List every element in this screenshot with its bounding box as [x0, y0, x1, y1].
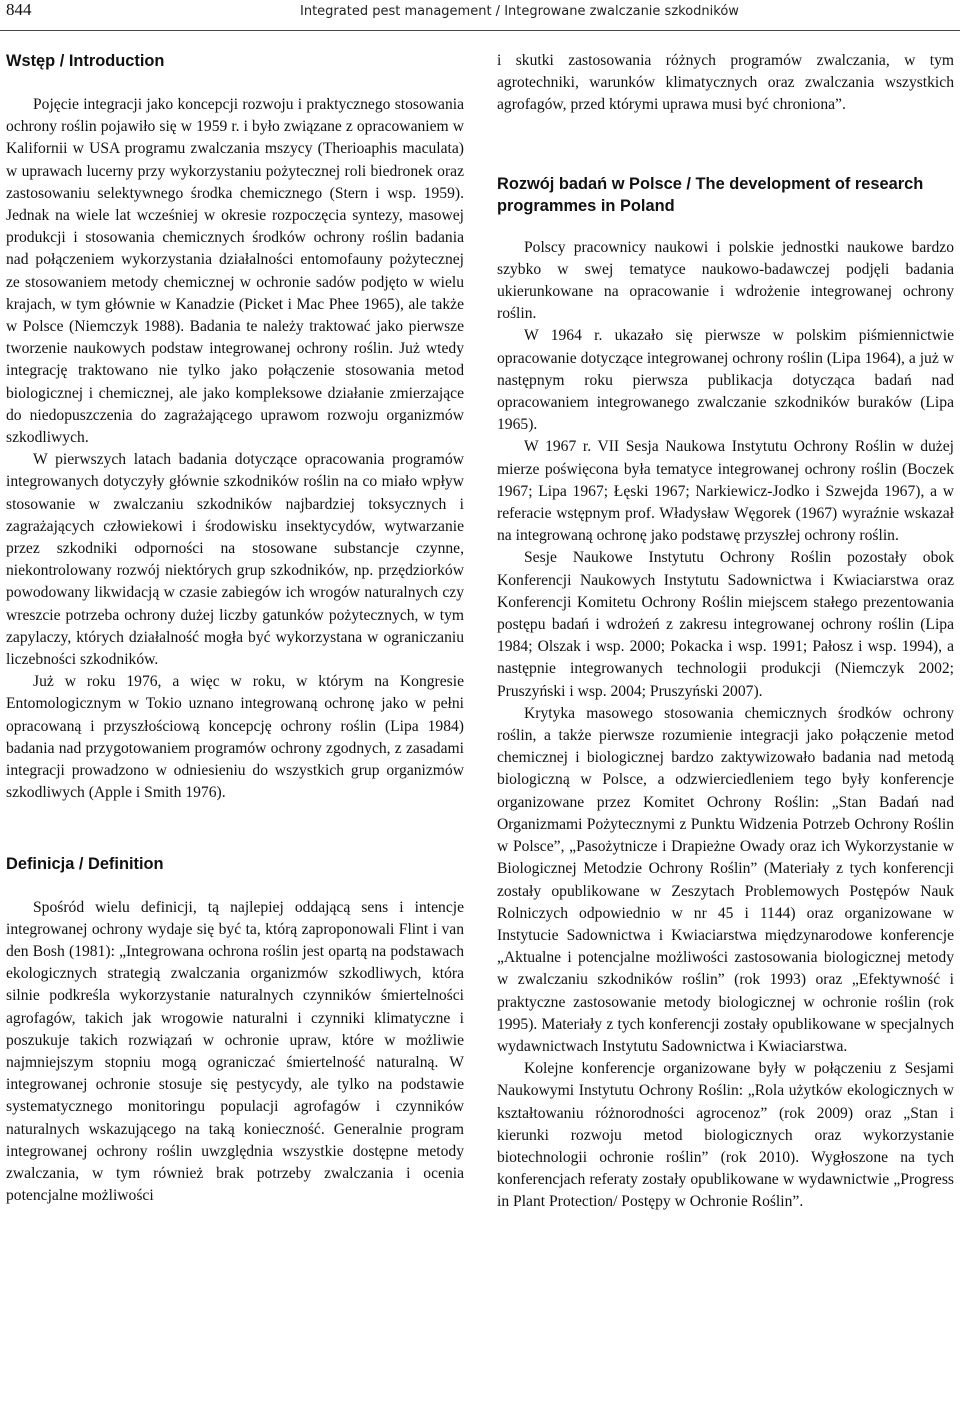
paragraph: Kolejne konferencje organizowane były w połączeniu z Sesjami Naukowymi Instytutu Ochrony Roślin: „Rola użytków ekologicznych w kształtowaniu różnorodności agrocenoz” (rok 2009) oraz „Stan i kierunki rozwoju metod biologicznych oraz wykorzystanie biotechnologii ochronie roślin” (rok 2010). Wygłoszone na tych konferencjach referaty zostały opublikowane w wydawnictwie „Progress in Plant Protection/ Postępy w Ochronie Roślin”.	[497, 1060, 954, 1211]
paragraph: Krytyka masowego stosowania chemicznych środków ochrony roślin, a także pierwsze rozumienie integracji jako połączenie metod chemicznej i biologicznej bardzo zaktywizowało badania nad metodą biologiczną w Polsce, a odzwierciedleniem tego były konferencje organizowane przez Komitet Ochrony Roślin: „Stan Badań nad Organizmami Pożytecznymi z Punktu Widzenia Potrzeb Ochrony Roślin w Polsce”, „Pasożytnicze i Drapieżne Owady oraz ich Wykorzystanie w Biologicznej Metodzie Ochrony Roślin” (Materiały z tych konferencji zostały opublikowane w Zeszytach Problemowych Postępów Nauk Rolniczych odpowiednio w nr 45 i 1144) oraz organizowane w Instytucie Sadownictwa i Kwiaciarstwa międzynarodowe konferencje „Aktualne i potencjalne możliwości zastosowania biologicznej metody w zwalczaniu szkodników roślin” (rok 1993) oraz „Efektywność i praktyczne zastosowanie metody biologicznej w ochronie roślin (rok 1995). Materiały z tych konferencji zostały opublikowane w specjalnych wydawnictwach Instytutu Sadownictwa i Kwiaciarstwa.	[497, 704, 954, 1055]
paragraph: Pojęcie integracji jako koncepcji rozwoju i praktycznego stosowania ochrony roślin pojawiło się w 1959 r. i było związane z opracowaniem w Kalifornii w USA programu zwalczania mszycy (Therioaphis maculata) w uprawach lucerny przy wykorzystaniu pożytecznej roli biedronek oraz zastosowaniu selektywnego środka chemicznego (Stern i wsp. 1959). Jednak na wiele lat wcześniej w okresie rozpoczęcia syntezy, masowej produkcji i stosowania chemicznych środków ochrony roślin badania nad połączeniem wykorzystania działalności entomofauny pożytecznej ze stosowaniem metody chemicznej w ochronie sadów podjęto w wielu krajach, w tym głównie w Kanadzie (Picket i Mac Phee 1965), ale także w Polsce (Niemczyk 1988). Badania te należy traktować jako pierwsze tworzenie naukowych podstaw integrowanej ochrony roślin. Już wtedy integrację traktowano nie tylko jako połączenie stosowania metod biologicznej i chemicznej, ale jako kompleksowe działanie zmierzające do niedopuszczenia do zagrażającego uprawom rozwoju organizmów szkodliwych.	[6, 96, 464, 447]
section-heading-development: Rozwój badań w Polsce / The development of research programmes in Poland	[497, 174, 924, 215]
header-rule	[0, 30, 960, 31]
right-column	[497, 50, 954, 1214]
paragraph: Spośród wielu definicji, tą najlepiej oddającą sens i intencje integrowanej ochrony wydaje się być ta, którą zaproponowali Flint i van den Bosh (1981): „Integrowana ochrona roślin jest opartą na podstawach ekologicznych strategią zwalczania organizmów szkodliwych, która silnie podkreśla wykorzystanie naturalnych czynników śmiertelności agrofagów, takich jak wrogowie naturalni i czynniki klimatyczne i poszukuje takich rozwiązań w ochronie upraw, które w możliwie najmniejszym stopniu mogą ograniczać śmiertelność naturalną. W integrowanej ochronie stosuje się pestycydy, ale tylko na podstawie systematycznego monitoringu populacji agrofagów i czynników naturalnych wskazującego na taką konieczność. Generalnie program integrowanej ochrony roślin uwzględnia wszystkie dostępne metody zwalczania, w tym również brak potrzeby zwalczania i ocenia potencjalne możliwości	[6, 898, 464, 1205]
left-column	[6, 50, 464, 1207]
page-number: 844	[6, 0, 32, 19]
section-heading-definition: Definicja / Definition	[6, 854, 164, 873]
running-title: Integrated pest management / Integrowane zwalczanie szkodników	[300, 4, 739, 19]
section-heading-introduction: Wstęp / Introduction	[6, 52, 165, 70]
paragraph: Polscy pracownicy naukowi i polskie jednostki naukowe bardzo szybko w swej tematyce naukowo-badawczej podjęli badania ukierunkowane na opracowanie i wdrożenie integrowanej ochrony roślin.	[497, 238, 954, 323]
paragraph: Sesje Naukowe Instytutu Ochrony Roślin pozostały obok Konferencji Naukowych Instytutu Sadownictwa i Kwiaciarstwa oraz Konferencji Komitetu Ochrony Roślin miejscem stałego prezentowania postępu badań i wdrożeń z zakresu integrowanej ochrony roślin (Lipa 1984; Olszak i wsp. 2000; Pokacka i wsp. 1991; Pałosz i wsp. 1994), a następnie integrowanych technologii produkcji (Niemczyk 2002; Pruszyński i wsp. 2004; Pruszyński 2007).	[497, 549, 954, 700]
paragraph: W 1964 r. ukazało się pierwsze w polskim piśmiennictwie opracowanie dotyczące integrowanej ochrony roślin (Lipa 1964), a już w następnym roku pierwsza publikacja dotycząca badań nad opracowaniem integrowanego zwalczanie szkodników buraków (Lipa 1965).	[497, 327, 954, 434]
paragraph-continued: i skutki zastosowania różnych programów zwalczania, w tym agrotechniki, warunków klimatycznych oraz zwalczania wszystkich agrofagów, przed którymi uprawa musi być chroniona”.	[497, 52, 954, 114]
paragraph: W 1967 r. VII Sesja Naukowa Instytutu Ochrony Roślin w dużej mierze poświęcona była tematyce integrowanej ochrony roślin (Boczek 1967; Lipa 1967; Łęski 1967; Narkiewicz-Jodko i Szwejda 1967), a w referacie wstępnym prof. Władysław Węgorek (1967) wyraźnie wskazał na integrowaną ochronę jako podstawę przyszłej ochrony roślin.	[497, 438, 954, 545]
paragraph: Już w roku 1976, a więc w roku, w którym na Kongresie Entomologicznym w Tokio uznano integrowaną ochronę jako w pełni opracowaną i przyszłościową koncepcję ochrony roślin (Lipa 1984) badania nad przygotowaniem programów ochrony zgodnych, z zasadami integracji prowadzono w odniesieniu do wszystkich grup organizmów szkodliwych (Apple i Smith 1976).	[6, 673, 464, 802]
paragraph: W pierwszych latach badania dotyczące opracowania programów integrowanych dotyczyły głównie szkodników roślin na co miało wpływ stosowanie w zwalczaniu szkodników najbardziej toksycznych i zagrażających człowiekowi i środowisku insektycydów, wytwarzanie przez szkodniki odporności na stosowane substancje czynne, niekontrolowany rozwój niektórych grup szkodników, np. przędziorków powodowany likwidacją w czasie zabiegów ich wrogów naturalnych czy wreszcie potrzeba ochrony dużej liczby gatunków pożytecznych, w tym zapylaczy, których działalność mogła być wykorzystana w ograniczaniu liczebności szkodników.	[6, 451, 464, 669]
